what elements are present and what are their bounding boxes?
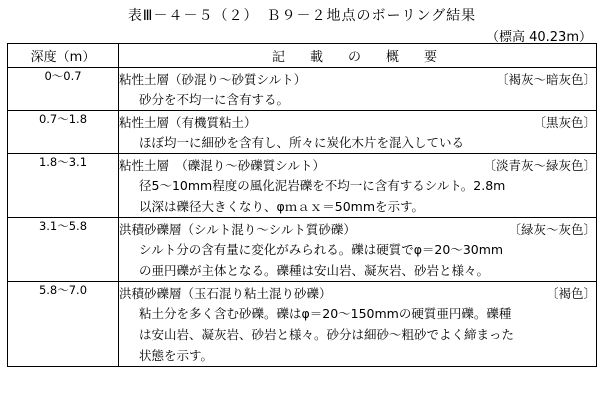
table-row [8,68,597,111]
boring-log-table [7,43,597,367]
header-row [8,44,597,68]
table-row [8,282,597,367]
layer-name: 粘性土層（有機質粘土） [119,114,257,130]
depth-cell: 3.1～5.8 [8,218,119,282]
table-title: 表Ⅲ－４－５（２） Ｂ９－２地点のボーリング結果 [127,8,477,24]
description-line: シルト分の含有量に変化がみられる。礫は硬質でφ＝20～30mm [139,242,504,257]
depth-cell: 0.7～1.8 [8,111,119,154]
description-line: 以深は礫径大きくなり、φｍａｘ＝50mmを示す。 [139,199,425,214]
description-line: 状態を示す。 [139,348,214,363]
description-cell [119,154,597,218]
depth-cell: 0～0.7 [8,68,119,111]
description-line: ほぼ均一に細砂を含有し、所々に炭化木片を混入している [139,135,465,150]
description-line: 砂分を不均一に含有する。 [139,92,290,107]
layer-color: 〔淡青灰～緑灰色〕 [483,157,596,173]
description-cell [119,218,597,282]
elevation-note: （標高 40.23m） [485,30,592,45]
layer-name: 粘性土層（砂混り～砂質シルト） [119,71,307,87]
description-cell [119,68,597,111]
table-row [8,218,597,282]
description-line: の亜円礫が主体となる。礫種は安山岩、凝灰岩、砂岩と様々。 [139,263,490,278]
table-row [8,154,597,218]
description-line: は安山岩、凝灰岩、砂岩と様々。砂分は細砂～粗砂でよく締まった [139,327,515,342]
layer-color: 〔緑灰～灰色〕 [508,221,596,237]
table-row [8,111,597,154]
layer-color: 〔黒灰色〕 [533,114,596,130]
depth-cell: 1.8～3.1 [8,154,119,218]
layer-name: 粘性土層 （礫混り～砂礫質シルト） [119,157,325,173]
description-line: 粘土分を多く含む砂礫。礫はφ＝20～150mmの硬質亜円礫。礫種 [139,306,512,321]
layer-color: 〔褐灰～暗灰色〕 [495,71,596,87]
depth-header: 深度（m） [8,44,119,68]
description-header: 記 載 の 概 要 [119,44,597,68]
description-cell [119,282,597,367]
description-line: 径5～10mm程度の風化泥岩礫を不均一に含有するシルト。2.8m [139,178,506,193]
layer-color: 〔褐色〕 [545,285,596,301]
layer-name: 洪積砂礫層（玉石混り粘土混り砂礫） [119,285,332,301]
description-cell [119,111,597,154]
layer-name: 洪積砂礫層（シルト混り～シルト質砂礫） [119,221,356,237]
depth-cell: 5.8～7.0 [8,282,119,367]
